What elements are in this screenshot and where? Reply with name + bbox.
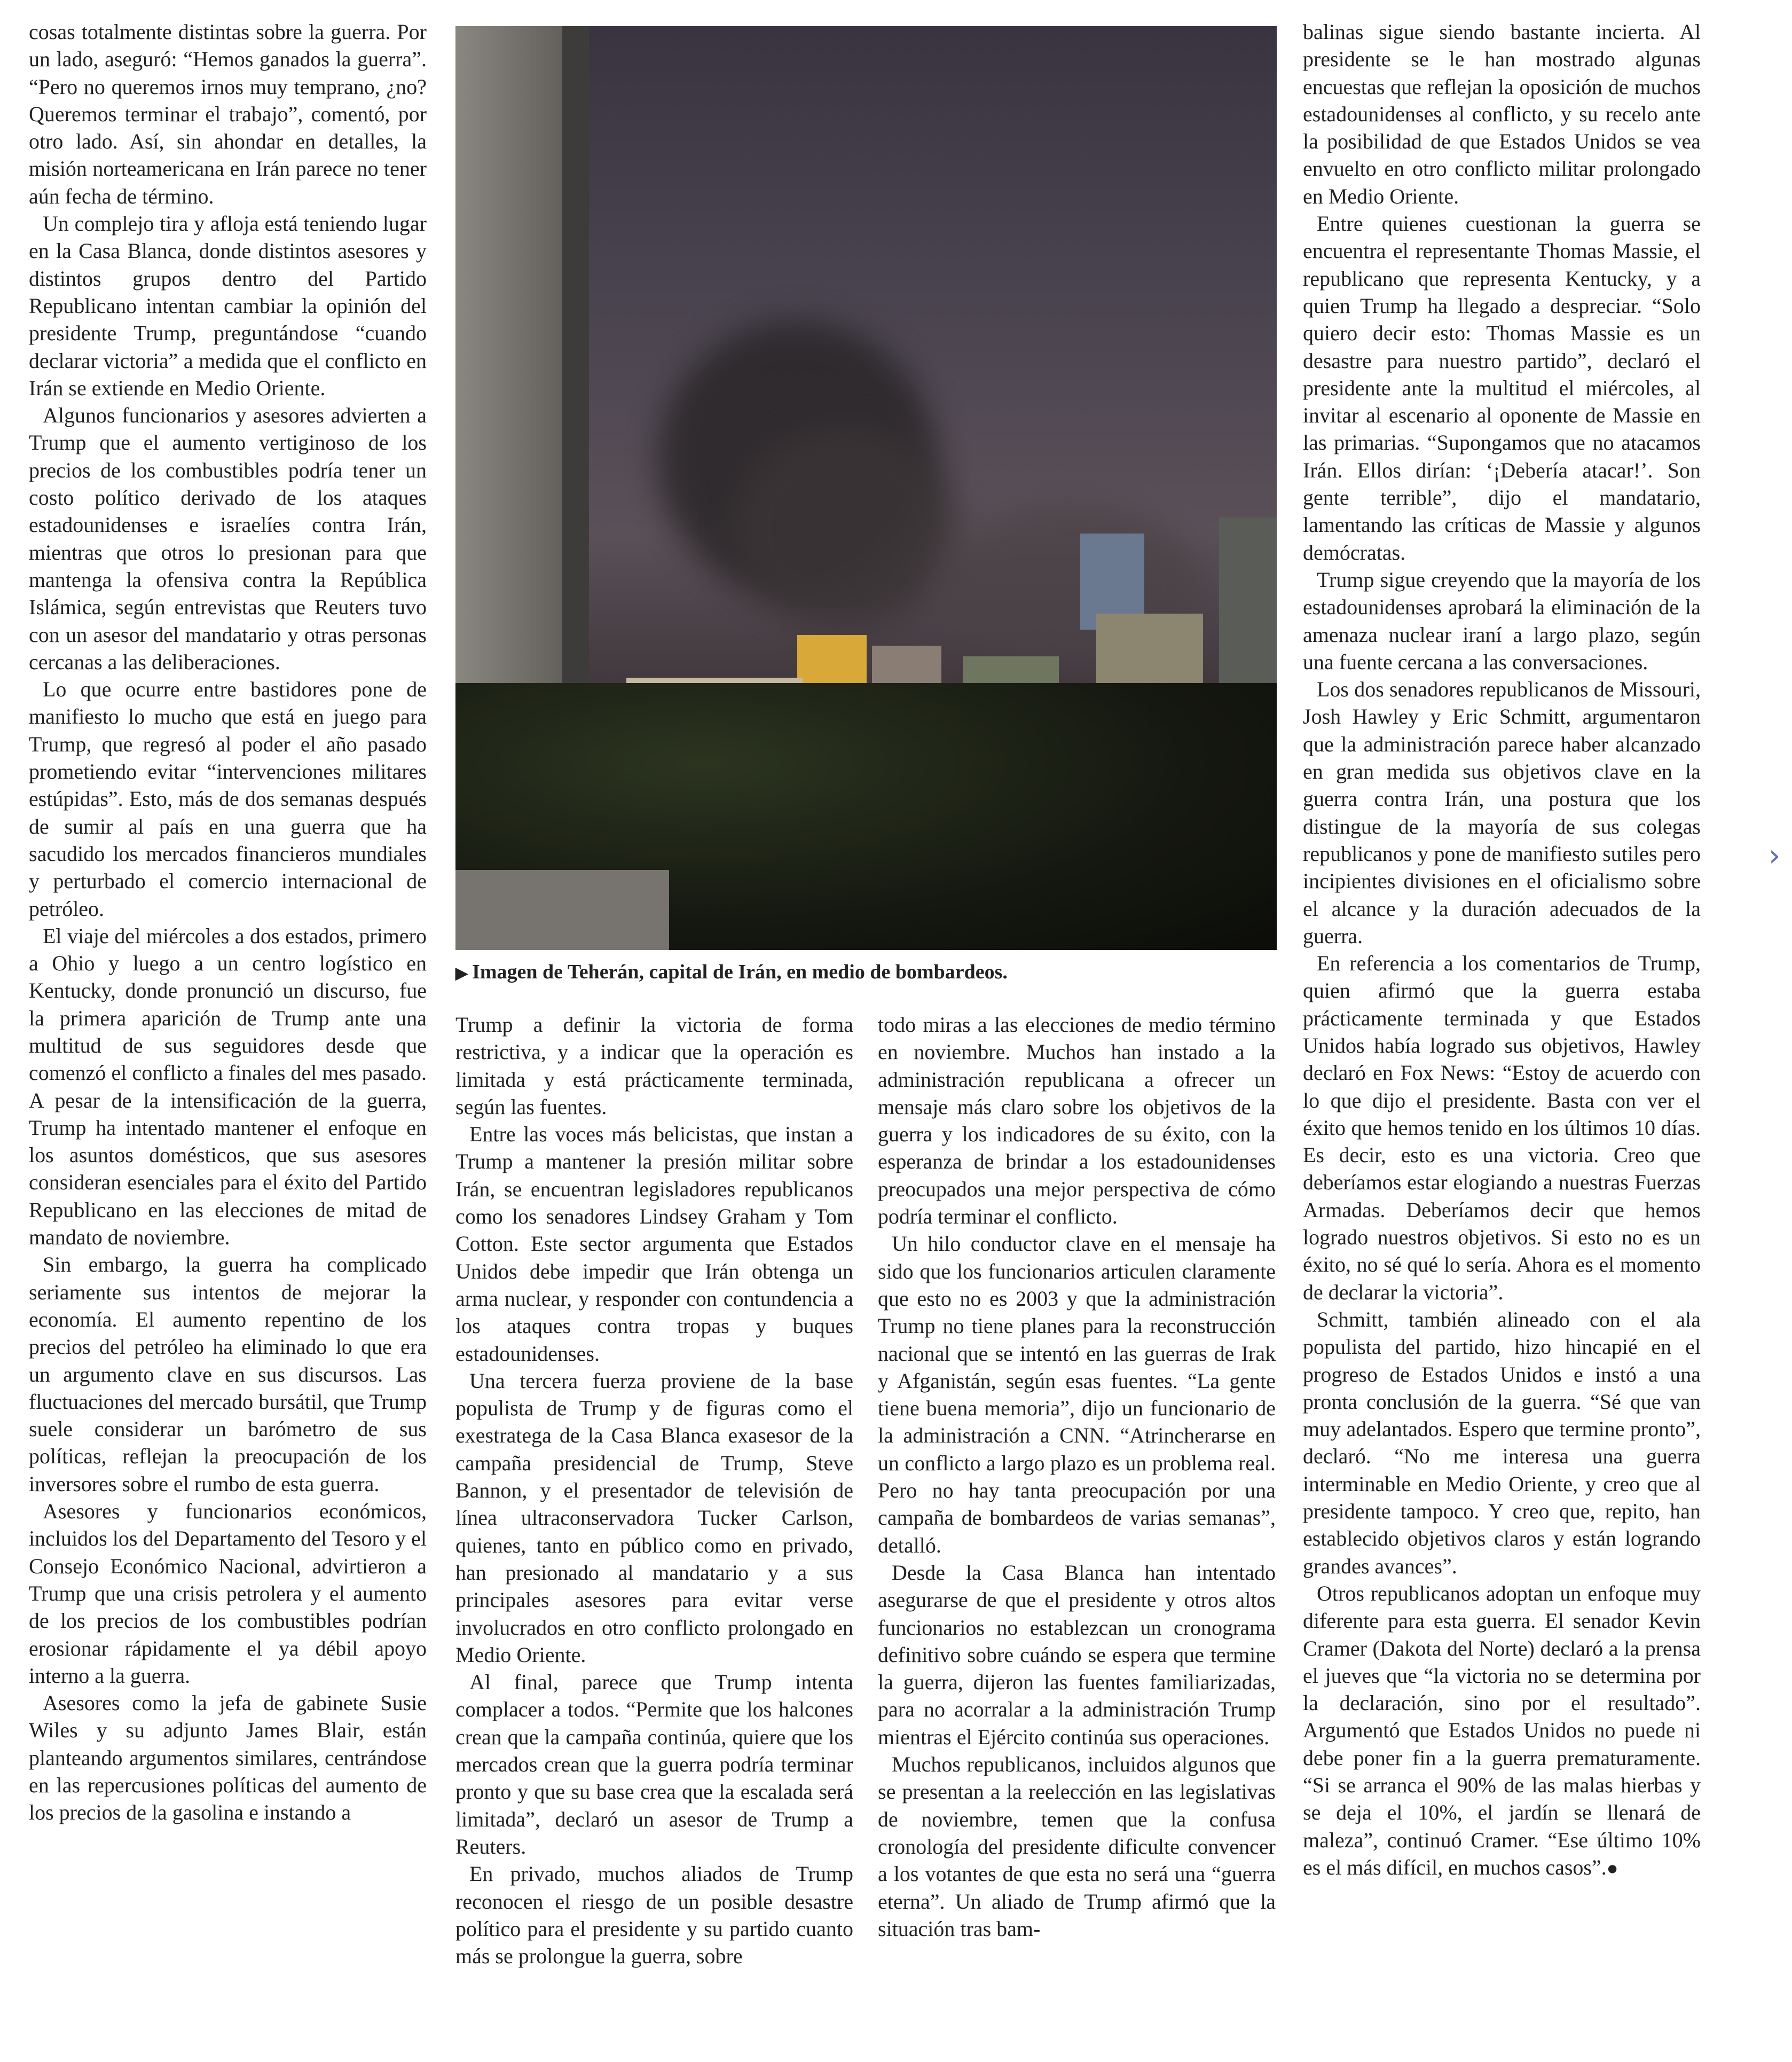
caption-text: Imagen de Teherán, capital de Irán, en medio de bombardeos. (472, 961, 1008, 983)
paragraph: Asesores y funcionarios económicos, incluidos los del Departamento del Tesoro y el Consejo Económico Nacional, advirtieron a Trump que una crisis petrolera y el aumento de los precios de los combustibles podrían erosionar rápidamente el ya débil apoyo interno a la guerra. (29, 1499, 427, 1688)
paragraph: todo miras a las elecciones de medio término en noviembre. Muchos han instado a la administración republicana a ofrecer un mensaje más claro sobre los objetivos de la guerra y los indicadores de su éxito, con la esperanza de brindar a los estadounidenses preocupados una mejor perspectiva de cómo podría terminar el conflicto. (878, 1013, 1276, 1229)
caption-triangle-icon: ▶ (455, 965, 468, 982)
paragraph: Schmitt, también alineado con el ala populista del partido, hizo hincapié en el progreso de Estados Unidos e instó a una pronta conclusión de la guerra. “Sé que van muy adelantados. Espero que termine pronto”, declaró. “No me interesa una guerra interminable en Medio Oriente, y creo que al presidente tampoco. Y creo que, repito, han establecido objetivos claros y están logrando grandes avances”. (1303, 1307, 1701, 1578)
paragraph: Asesores como la jefa de gabinete Susie Wiles y su adjunto James Blair, están planteando argumentos similares, centrándose en las repercusiones políticas del aumento de los precios de la gasolina e instando a (29, 1691, 427, 1825)
paragraph: Trump sigue creyendo que la mayoría de los estadounidenses aprobará la eliminación de la amenaza nuclear iraní a largo plazo, según una fuente cercana a las conversaciones. (1303, 567, 1701, 674)
article-column-2 (455, 1011, 853, 1970)
paragraph: En referencia a los comentarios de Trump, quien afirmó que la guerra estaba prácticamente terminada y que Estados Unidos había logrado sus objetivos, Hawley declaró en Fox News: “Estoy de acuerdo con lo que dijo el presidente. Basta con ver el éxito que hemos tenido en los últimos 10 días. Es decir, esto es una victoria. Creo que deberíamos estar elogiando a nuestras Fuerzas Armadas. Deberíamos decir que hemos logrado nuestros objetivos. Si esto no es un éxito, no sé qué lo sería. Ahora es el momento de declarar la victoria”. (1303, 951, 1701, 1304)
photo-caption (455, 960, 1008, 984)
paragraph: Trump a definir la victoria de forma restrictiva, y a indicar que la operación es limitada y está prácticamente terminada, según las fuentes. (455, 1013, 853, 1119)
paragraph: Un hilo conductor clave en el mensaje ha sido que los funcionarios articulen claramente que esto no es 2003 y que la administración Trump no tiene planes para la reconstrucción nacional que se intentó en las guerras de Irak y Afganistán, según esas fuentes. “La gente tiene buena memoria”, dijo un funcionario de la administración a CNN. “Atrincherarse en un conflicto a largo plazo es un problema real. Pero no hay tanta preocupación por una campaña de bombardeos de varias semanas”, detalló. (878, 1232, 1276, 1557)
paragraph: Desde la Casa Blanca han intentado asegurarse de que el presidente y otros altos funcionarios no establezcan un cronograma definitivo sobre cuándo se espera que termine la guerra, dijeron las fuentes familiarizadas, para no acorralar a la administración Trump mientras el Ejército continúa sus operaciones. (878, 1560, 1276, 1749)
paragraph: Sin embargo, la guerra ha complicado seriamente sus intentos de mejorar la economía. El aumento repentino de los precios del petróleo ha eliminado lo que era un argumento clave en sus discursos. Las fluctuaciones del mercado bursátil, que Trump suele considerar un barómetro de sus políticas, reflejan la preocupación de los inversores sobre el rumbo de esta guerra. (29, 1252, 427, 1496)
article-column-3 (878, 1011, 1276, 1942)
end-of-article-icon: ● (1606, 1857, 1618, 1879)
paragraph: Al final, parece que Trump intenta complacer a todos. “Permite que los halcones crean que la campaña continúa, quiere que los mercados crean que la guerra podría terminar pronto y que su base crea que la escalada será limitada”, declaró un asesor de Trump a Reuters. (455, 1670, 853, 1859)
article-column-1 (29, 18, 427, 1826)
paragraph: Muchos republicanos, incluidos algunos que se presentan a la reelección en las legislativas de noviembre, temen que la confusa cronología del presidente dificulte convencer a los votantes de que esta no será una “guerra eterna”. Un aliado de Trump afirmó que la situación tras bam- (878, 1752, 1276, 1941)
paragraph: El viaje del miércoles a dos estados, primero a Ohio y luego a un centro logístico en Kentucky, donde pronunció un discurso, fue la primera aparición de Trump ante una multitud de sus seguidores desde que comenzó el conflicto a finales del mes pasado. A pesar de la intensificación de la guerra, Trump ha intentado mantener el enfoque en los asuntos domésticos, que sus asesores consideran esenciales para el éxito del Partido Republicano en las elecciones de mitad de mandato de noviembre. (29, 923, 427, 1250)
paragraph-text: Otros republicanos adoptan un enfoque muy diferente para esta guerra. El senador Kevin Cramer (Dakota del Norte) declaró a la prensa el jueves que “la victoria no se determina por la declaración, sino por el resultado”. Argumentó que Estados Unidos no puede ni debe poner fin a la guerra prematuramente. “Si se arranca el 90% de las malas hierbas y se deja el 10%, el jardín se llenará de maleza”, continuó Cramer. “Ese último 10% es el más difícil, en muchos casos”. (1303, 1581, 1701, 1879)
paragraph (1303, 1580, 1701, 1882)
paragraph: Algunos funcionarios y asesores advierten a Trump que el aumento vertiginoso de los precios de los combustibles podría tener un costo político derivado de los ataques estadounidenses e israelíes contra Irán, mientras que otros lo presionan para que mantenga la ofensiva contra la República Islámica, según entrevistas que Reuters tuvo con un asesor del mandatario y otras personas cercanas a las deliberaciones. (29, 403, 427, 674)
paragraph: Un complejo tira y afloja está teniendo lugar en la Casa Blanca, donde distintos asesores y distintos grupos dentro del Partido Republicano intentan cambiar la opinión del presidente Trump, preguntándose “cuando declarar victoria” a medida que el conflicto en Irán se extiende en Medio Oriente. (29, 211, 427, 400)
paragraph: balinas sigue siendo bastante incierta. Al presidente se le han mostrado algunas encuestas que reflejan la oposición de muchos estadounidenses al conflicto, y su recelo ante la posibilidad de que Estados Unidos se vea envuelto en otro conflicto militar prolongado en Medio Oriente. (1303, 20, 1701, 208)
paragraph: Una tercera fuerza proviene de la base populista de Trump y de figuras como el exestratega de la Casa Blanca exasesor de la campaña presidencial de Trump, Steve Bannon, y el presentador de televisión de línea ultraconservadora Tucker Carlson, quienes, tanto en público como en privado, han presionado al mandatario y a sus principales asesores para evitar verse involucrados en otro conflicto prolongado en Medio Oriente. (455, 1368, 853, 1667)
next-page-chevron-icon[interactable]: › (1769, 838, 1781, 873)
paragraph: cosas totalmente distintas sobre la guerra. Por un lado, aseguró: “Hemos ganados la guerra”. “Pero no queremos irnos muy temprano, ¿no? Queremos terminar el trabajo”, comentó, por otro lado. Así, sin ahondar en detalles, la misión norteamericana en Irán parece no tener aún fecha de término. (29, 20, 427, 208)
paragraph: Lo que ocurre entre bastidores pone de manifiesto lo mucho que está en juego para Trump, que regresó al poder el año pasado prometiendo evitar “intervenciones militares estúpidas”. Esto, más de dos semanas después de sumir al país en una guerra que ha sacudido los mercados financieros mundiales y perturbado el comercio internacional de petróleo. (29, 677, 427, 921)
article-column-4 (1303, 18, 1701, 1882)
paragraph: Entre las voces más belicistas, que instan a Trump a mantener la presión militar sobre Irán, se encuentran legisladores republicanos como los senadores Lindsey Graham y Tom Cotton. Este sector argumenta que Estados Unidos debe impedir que Irán obtenga un arma nuclear, y responder con contundencia a los ataques contra tropas y buques estadounidenses. (455, 1122, 853, 1366)
paragraph: Los dos senadores republicanos de Missouri, Josh Hawley y Eric Schmitt, argumentaron que la administración parece haber alcanzado en gran medida sus objetivos clave en la guerra contra Irán, una postura que los distingue de la mayoría de sus colegas republicanos y pone de manifiesto sutiles pero incipientes divisiones en el oficialismo sobre el alcance y la duración adecuados de la guerra. (1303, 677, 1701, 948)
paragraph: Entre quienes cuestionan la guerra se encuentra el representante Thomas Massie, el republicano que representa Kentucky, y a quien Trump ha llegado a despreciar. “Solo quiero decir esto: Thomas Massie es un desastre para nuestro partido”, declaró el presidente ante la multitud el miércoles, al invitar al escenario al oponente de Massie en las primarias. “Supongamos que no atacamos Irán. Ellos dirían: ‘¡Debería atacar!’. Son gente terrible”, dijo el mandatario, lamentando las críticas de Massie y algunos demócratas. (1303, 211, 1701, 564)
paragraph: En privado, muchos aliados de Trump reconocen el riesgo de un posible desastre político para el presidente y su partido cuanto más se prolongue la guerra, sobre (455, 1862, 853, 1969)
article-photo-tehran (455, 26, 1277, 950)
